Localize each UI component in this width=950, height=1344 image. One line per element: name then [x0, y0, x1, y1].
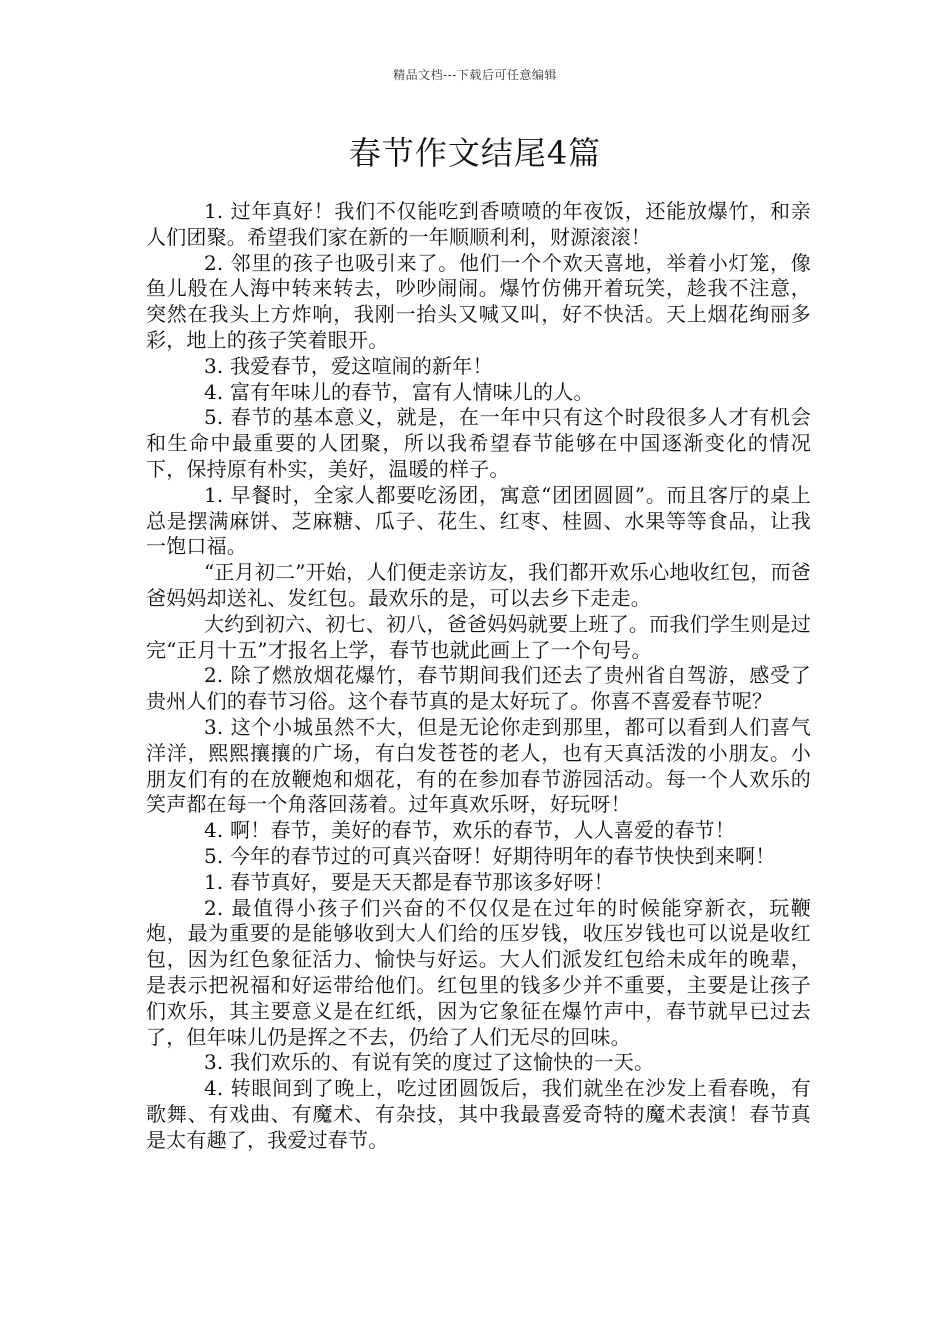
- paragraph: 5. 今年的春节过的可真兴奋呀！好期待明年的春节快快到来啊！: [204, 843, 776, 868]
- paragraph: 3. 这个小城虽然不大，但是无论你走到那里，都可以看到人们喜气洋洋，熙熙攘攘的广场，有白发苍苍的老人，也有天真活泼的小朋友。小朋友们有的在放鞭炮和烟花，有的在参加春节游园活动。每一个人欢乐的笑声都在每一个角落回荡着。过年真欢乐呀，好玩呀！: [146, 714, 811, 817]
- paragraph: 3. 我爱春节，爱这喧闹的新年！: [204, 353, 493, 378]
- paragraph: 2. 邻里的孩子也吸引来了。他们一个个欢天喜地，举着小灯笼，像鱼儿般在人海中转来转去，吵吵闹闹。爆竹仿佛开着玩笑，趁我不注意，突然在我头上方炸响，我刚一抬头又喊又叫，好不快活。天上烟花绚丽多彩，地上的孩子笑着眼开。: [146, 250, 811, 352]
- paragraph: 2. 最值得小孩子们兴奋的不仅仅是在过年的时候能穿新衣，玩鞭炮，最为重要的是能够收到大人们给的压岁钱，收压岁钱也可以说是收红包，因为红色象征活力、愉快与好运。大人们派发红包给未成年的晚辈，是表示把祝福和好运带给他们。红包里的钱多少并不重要，主要是让孩子们欢乐，其主要意义是在红纸，因为它象征在爆竹声中，春节就早已过去了，但年味儿仍是挥之不去，仍给了人们无尽的回味。: [146, 895, 811, 1049]
- document-body: [146, 199, 811, 1153]
- paragraph: “正月初二”开始，人们便走亲访友，我们都开欢乐心地收红包，而爸爸妈妈却送礼、发红包。最欢乐的是，可以去乡下走走。: [146, 560, 811, 610]
- paragraph: 2. 除了燃放烟花爆竹，春节期间我们还去了贵州省自驾游，感受了贵州人们的春节习俗。这个春节真的是太好玩了。你喜不喜爱春节呢？: [146, 663, 811, 714]
- document-title: 春节作文结尾4篇: [348, 134, 602, 172]
- paragraph: 4. 富有年味儿的春节，富有人情味儿的人。: [204, 379, 594, 404]
- paragraph: 4. 转眼间到了晚上，吃过团圆饭后，我们就坐在沙发上看春晚，有歌舞、有戏曲、有魔术、有杂技，其中我最喜爱奇特的魔术表演！春节真是太有趣了，我爱过春节。: [146, 1076, 811, 1152]
- paragraph: 4. 啊！春节，美好的春节，欢乐的春节，人人喜爱的春节！: [204, 818, 736, 843]
- paragraph: 大约到初六、初七、初八，爸爸妈妈就要上班了。而我们学生则是过完“正月十五”才报名上学，春节也就此画上了一个句号。: [146, 611, 811, 662]
- paragraph: 3. 我们欢乐的、有说有笑的度过了这愉快的一天。: [204, 1050, 655, 1075]
- paragraph: 5. 春节的基本意义，就是，在一年中只有这个时段很多人才有机会和生命中最重要的人团聚，所以我希望春节能够在中国逐渐变化的情况下，保持原有朴实，美好，温暖的样子。: [146, 405, 811, 481]
- paragraph: 1. 早餐时，全家人都要吃汤团，寓意“团团圆圆”。而且客厅的桌上总是摆满麻饼、芝麻糖、瓜子、花生、红枣、桂圆、水果等等食品，让我一饱口福。: [146, 482, 811, 559]
- paragraph: 1. 春节真好，要是天天都是春节那该多好呀！: [204, 869, 614, 894]
- header-note: 精品文档---下载后可任意编辑: [393, 68, 557, 82]
- paragraph: 1. 过年真好！我们不仅能吃到香喷喷的年夜饭，还能放爆竹，和亲人们团聚。希望我们家在新的一年顺顺利利，财源滚滚！: [146, 199, 811, 249]
